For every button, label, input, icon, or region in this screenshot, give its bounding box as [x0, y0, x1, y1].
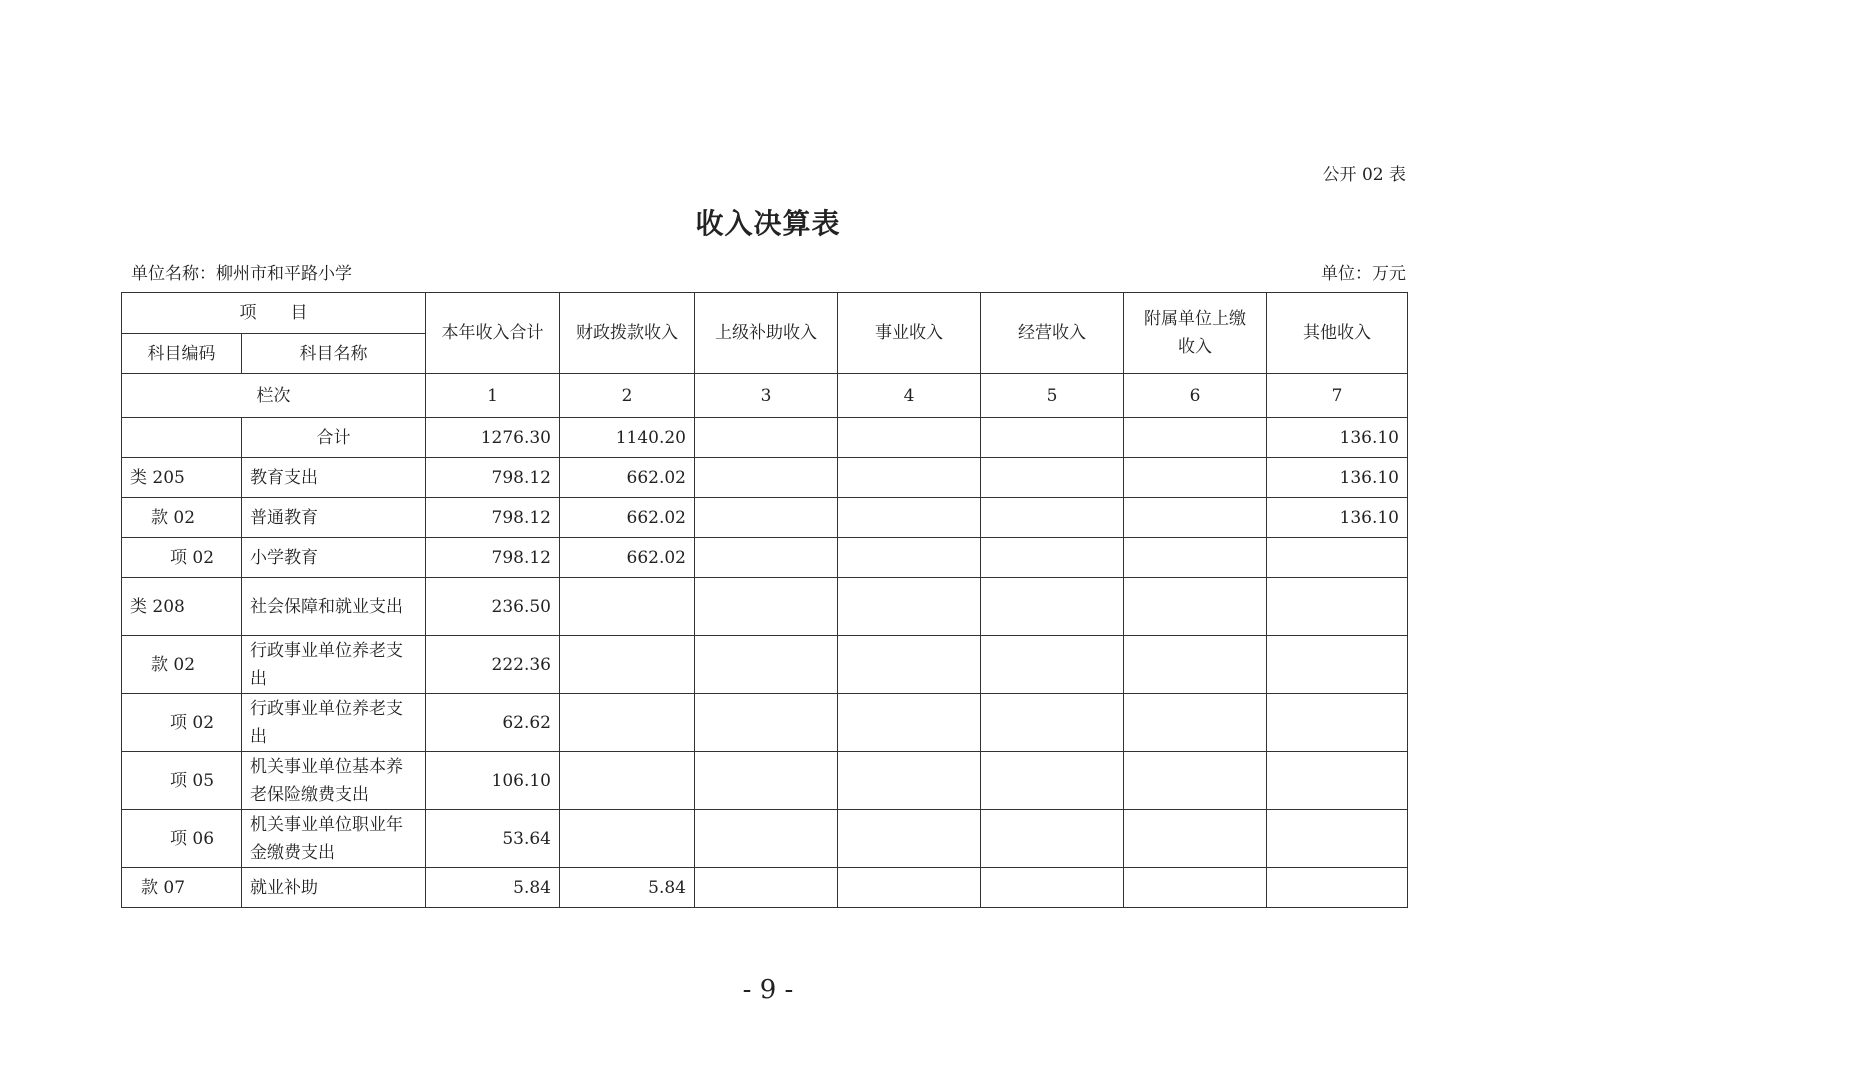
cell-value: 136.10: [1267, 418, 1408, 458]
col-index: 6: [1124, 374, 1267, 418]
cell-value: [560, 694, 695, 752]
header-col-2: 财政拨款收入: [560, 293, 695, 374]
cell-value: [1124, 458, 1267, 498]
cell-value: [560, 636, 695, 694]
col-index: 1: [426, 374, 560, 418]
row-code: [122, 418, 242, 458]
row-name: 就业补助: [242, 868, 426, 908]
row-code: 类 205: [122, 458, 242, 498]
row-name: 机关事业单位基本养老保险缴费支出: [242, 752, 426, 810]
table-body: [122, 293, 1408, 908]
row-code: 项 06: [122, 810, 242, 868]
cell-value: [838, 868, 981, 908]
header-item: 项 目: [122, 293, 426, 334]
row-name: 普通教育: [242, 498, 426, 538]
row-name: 行政事业单位养老支出: [242, 694, 426, 752]
cell-value: [838, 752, 981, 810]
header-code: 科目编码: [122, 334, 242, 374]
cell-value: [1267, 636, 1408, 694]
row-code: 项 02: [122, 538, 242, 578]
row-code: 项 02: [122, 694, 242, 752]
row-name: 行政事业单位养老支出: [242, 636, 426, 694]
cell-value: [695, 636, 838, 694]
cell-value: [981, 418, 1124, 458]
cell-value: [1267, 694, 1408, 752]
row-name: 教育支出: [242, 458, 426, 498]
cell-value: 106.10: [426, 752, 560, 810]
table-row: [122, 868, 1408, 908]
cell-value: 1140.20: [560, 418, 695, 458]
col-index: 4: [838, 374, 981, 418]
row-name: 小学教育: [242, 538, 426, 578]
cell-value: 236.50: [426, 578, 560, 636]
cell-value: [838, 810, 981, 868]
cell-value: [1267, 538, 1408, 578]
row-name: 机关事业单位职业年金缴费支出: [242, 810, 426, 868]
cell-value: [981, 578, 1124, 636]
table-row: [122, 418, 1408, 458]
row-name: 社会保障和就业支出: [242, 578, 426, 636]
cell-value: [560, 578, 695, 636]
row-code: 项 05: [122, 752, 242, 810]
col-index-row: [122, 374, 1408, 418]
table-row: [122, 810, 1408, 868]
header-col-6: 附属单位上缴收入: [1124, 293, 1267, 374]
table-row: [122, 578, 1408, 636]
cell-value: [981, 636, 1124, 694]
cell-value: [695, 578, 838, 636]
cell-value: [838, 578, 981, 636]
page-title: 收入决算表: [695, 207, 841, 240]
cell-value: [1124, 752, 1267, 810]
cell-value: [695, 418, 838, 458]
cell-value: [1124, 810, 1267, 868]
cell-value: [560, 752, 695, 810]
table-row: [122, 538, 1408, 578]
col-index: 3: [695, 374, 838, 418]
cell-value: [1267, 810, 1408, 868]
cell-value: [838, 694, 981, 752]
row-code: 款 02: [122, 636, 242, 694]
cell-value: 53.64: [426, 810, 560, 868]
cell-value: 62.62: [426, 694, 560, 752]
header-name: 科目名称: [242, 334, 426, 374]
cell-value: 662.02: [560, 498, 695, 538]
cell-value: [981, 498, 1124, 538]
header-col-1: 本年收入合计: [426, 293, 560, 374]
cell-value: [695, 694, 838, 752]
cell-value: 136.10: [1267, 458, 1408, 498]
cell-value: [1124, 538, 1267, 578]
cell-value: [981, 694, 1124, 752]
cell-value: 798.12: [426, 538, 560, 578]
cell-value: 222.36: [426, 636, 560, 694]
cell-value: 1276.30: [426, 418, 560, 458]
cell-value: [1267, 752, 1408, 810]
col-index-label: 栏次: [122, 374, 426, 418]
cell-value: [695, 868, 838, 908]
cell-value: [838, 498, 981, 538]
unit-name: 单位名称：柳州市和平路小学: [131, 264, 352, 284]
cell-value: [695, 810, 838, 868]
header-col-4: 事业收入: [838, 293, 981, 374]
col-index: 7: [1267, 374, 1408, 418]
cell-value: [981, 458, 1124, 498]
row-code: 类 208: [122, 578, 242, 636]
table-row: [122, 458, 1408, 498]
cell-value: [1267, 868, 1408, 908]
cell-value: [1267, 578, 1408, 636]
table-row: [122, 752, 1408, 810]
cell-value: [838, 458, 981, 498]
header-col-7: 其他收入: [1267, 293, 1408, 374]
cell-value: 798.12: [426, 458, 560, 498]
cell-value: [695, 538, 838, 578]
cell-value: [1124, 418, 1267, 458]
header-col-5: 经营收入: [981, 293, 1124, 374]
cell-value: [838, 636, 981, 694]
cell-value: [1124, 636, 1267, 694]
page-number: - 9 -: [742, 975, 794, 1005]
cell-value: [838, 418, 981, 458]
cell-value: [695, 752, 838, 810]
cell-value: 798.12: [426, 498, 560, 538]
row-code: 款 02: [122, 498, 242, 538]
cell-value: [1124, 694, 1267, 752]
cell-value: [560, 810, 695, 868]
table-row: [122, 498, 1408, 538]
cell-value: 662.02: [560, 538, 695, 578]
col-index: 2: [560, 374, 695, 418]
table-row: [122, 636, 1408, 694]
form-id: 公开 02 表: [1322, 165, 1406, 185]
col-index: 5: [981, 374, 1124, 418]
header-col-3: 上级补助收入: [695, 293, 838, 374]
row-code: 款 07: [122, 868, 242, 908]
cell-value: [695, 458, 838, 498]
cell-value: 136.10: [1267, 498, 1408, 538]
cell-value: 662.02: [560, 458, 695, 498]
header-row: [122, 293, 1408, 334]
income-table: [121, 292, 1408, 908]
cell-value: [1124, 868, 1267, 908]
cell-value: [1124, 578, 1267, 636]
cell-value: [981, 752, 1124, 810]
cell-value: 5.84: [560, 868, 695, 908]
table-row: [122, 694, 1408, 752]
cell-value: [981, 810, 1124, 868]
cell-value: [981, 868, 1124, 908]
cell-value: [838, 538, 981, 578]
cell-value: [981, 538, 1124, 578]
cell-value: 5.84: [426, 868, 560, 908]
cell-value: [1124, 498, 1267, 538]
currency-unit: 单位：万元: [1321, 264, 1406, 284]
cell-value: [695, 498, 838, 538]
row-name: 合计: [242, 418, 426, 458]
